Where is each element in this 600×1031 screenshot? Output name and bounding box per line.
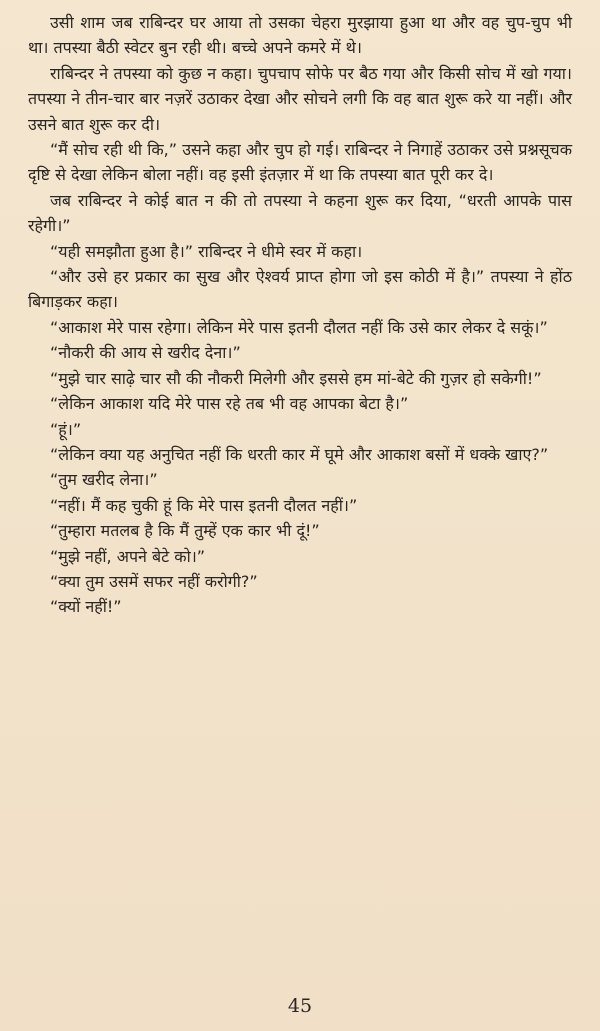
paragraph-16: “मुझे नहीं, अपने बेटे को।” [50, 546, 206, 566]
paragraph-3: “मैं सोच रही थी कि,” उसने कहा और चुप हो गई। राबिन्दर ने निगाहें उठाकर उसे प्रश्नसूचक दृष्टि से देखा लेकिन बोला नहीं। वह इसी इंतज़ार में था कि तपस्या बात पूरी कर दे। [28, 140, 572, 185]
paragraph-9: “मुझे चार साढ़े चार सौ की नौकरी मिलेगी और इससे हम मां-बेटे की गुज़र हो सकेगी!” [50, 368, 542, 388]
paragraph-17: “क्या तुम उसमें सफर नहीं करोगी?” [50, 571, 258, 591]
paragraph-4: जब राबिन्दर ने कोई बात न की तो तपस्या ने कहना शुरू कर दिया, “धरती आपके पास रहेगी।” [28, 190, 572, 236]
paragraph-6: “और उसे हर प्रकार का सुख और ऐश्वर्य प्राप्त होगा जो इस कोठी में है।” तपस्या ने होंठ बिगाड़कर कहा। [28, 267, 572, 312]
paragraph-13: “तुम खरीद लेना।” [50, 470, 158, 490]
paragraph-12: “लेकिन क्या यह अनुचित नहीं कि धरती कार में घूमे और आकाश बसों में धक्के खाए?” [50, 444, 549, 464]
paragraph-11: “हूं।” [50, 419, 82, 439]
paragraph-5: “यही समझौता हुआ है।” राबिन्दर ने धीमे स्वर में कहा। [50, 241, 363, 261]
paragraph-15: “तुम्हारा मतलब है कि मैं तुम्हें एक कार भी दूं!” [50, 521, 320, 541]
paragraph-18: “क्यों नहीं!” [50, 597, 122, 617]
paragraph-2: राबिन्दर ने तपस्या को कुछ न कहा। चुपचाप सोफे पर बैठ गया और किसी सोच में खो गया। तपस्या ने तीन-चार बार नज़रें उठाकर देखा और सोचने लगी कि वह बात शुरू करे या नहीं। और उसने बात शुरू कर दी। [28, 63, 572, 134]
paragraph-14: “नहीं। मैं कह चुकी हूं कि मेरे पास इतनी दौलत नहीं।” [50, 495, 358, 515]
page-number: 45 [287, 995, 313, 1017]
page-body-text [28, 10, 572, 620]
paragraph-1: उसी शाम जब राबिन्दर घर आया तो उसका चेहरा मुरझाया हुआ था और वह चुप-चुप भी था। तपस्या बैठी स्वेटर बुन रही थी। बच्चे अपने कमरे में थे। [28, 13, 572, 58]
paragraph-10: “लेकिन आकाश यदि मेरे पास रहे तब भी वह आपका बेटा है।” [50, 394, 409, 414]
paragraph-8: “नौकरी की आय से खरीद देना।” [50, 343, 241, 363]
paragraph-7: “आकाश मेरे पास रहेगा। लेकिन मेरे पास इतनी दौलत नहीं कि उसे कार लेकर दे सकूं।” [50, 317, 548, 337]
